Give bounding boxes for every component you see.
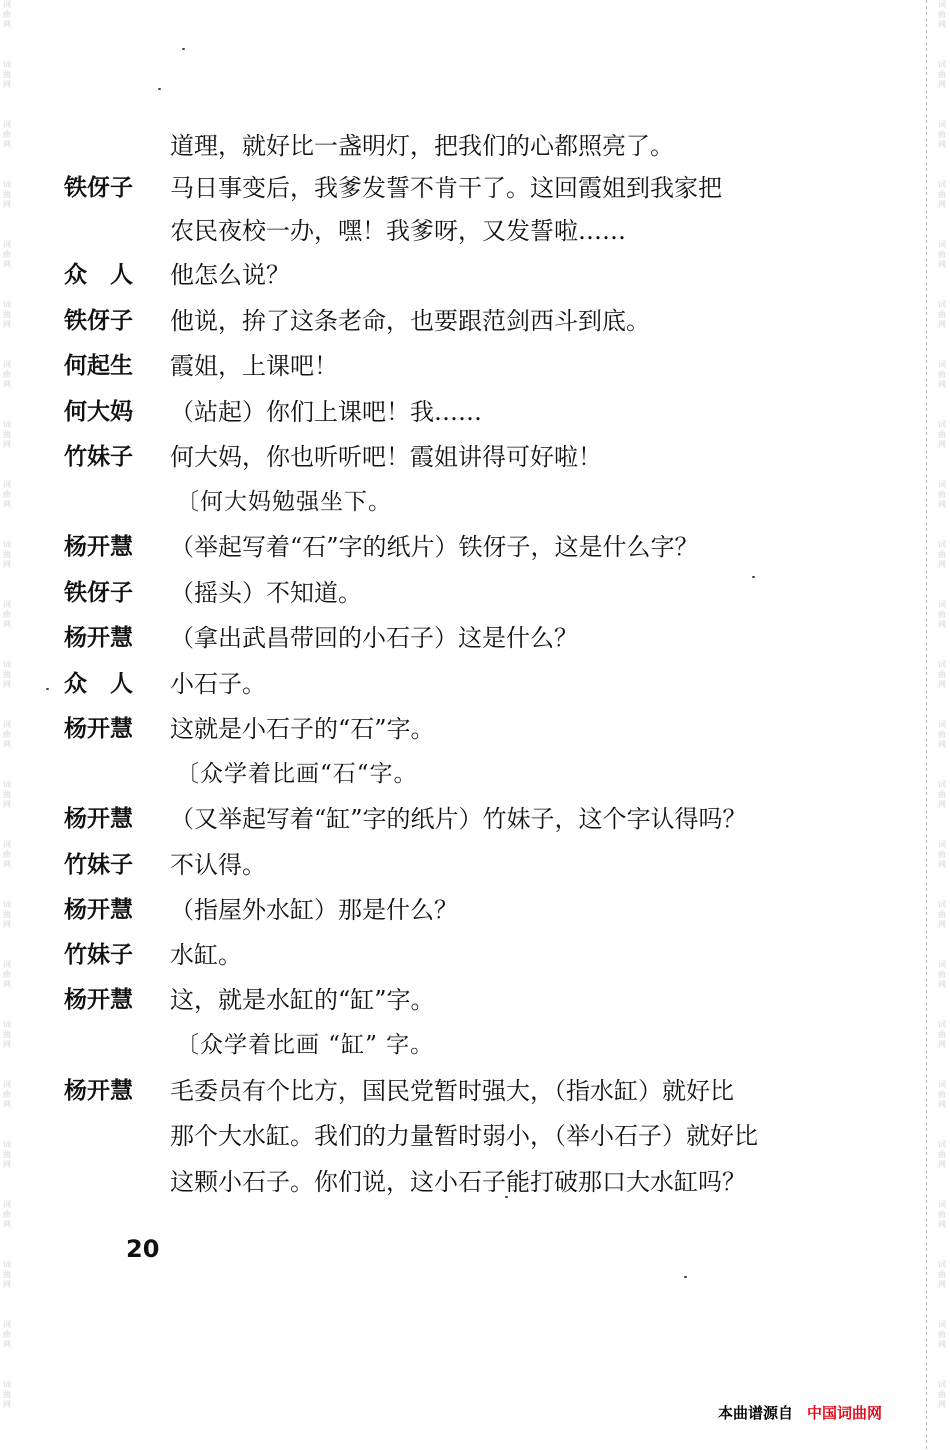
edge-watermark-glyph: 网 xyxy=(938,1100,946,1109)
edge-watermark-glyph: 曲 xyxy=(3,70,11,79)
edge-watermark-glyph: 词 xyxy=(3,0,11,9)
script-row xyxy=(0,754,920,794)
speaker-name: 众 人 xyxy=(64,671,133,697)
edge-watermark-glyph: 曲 xyxy=(3,790,11,799)
edge-watermark-glyph: 曲 xyxy=(938,130,946,139)
edge-watermark-glyph: 网 xyxy=(938,1400,946,1409)
edge-watermark-glyph: 曲 xyxy=(3,1030,11,1039)
script-row xyxy=(0,664,920,704)
edge-watermark-glyph: 词 xyxy=(938,720,946,729)
edge-watermark-glyph: 曲 xyxy=(3,490,11,499)
edge-watermark-glyph: 曲 xyxy=(3,1270,11,1279)
edge-watermark-glyph: 词 xyxy=(938,840,946,849)
edge-watermark-glyph: 网 xyxy=(3,500,11,509)
speaker-name: 竹妹子 xyxy=(64,942,133,968)
script-row xyxy=(0,573,920,613)
source-site-link[interactable]: 中国词曲网 xyxy=(807,1404,883,1422)
edge-watermark-glyph: 网 xyxy=(938,920,946,929)
edge-watermark-glyph: 词 xyxy=(3,1380,11,1389)
script-row xyxy=(0,1116,920,1156)
edge-watermark-glyph: 曲 xyxy=(938,670,946,679)
edge-watermark-glyph: 词 xyxy=(3,420,11,429)
edge-watermark-glyph: 曲 xyxy=(938,190,946,199)
edge-watermark-glyph: 曲 xyxy=(938,370,946,379)
edge-watermark-glyph: 网 xyxy=(3,20,11,29)
edge-watermark-glyph: 网 xyxy=(938,980,946,989)
edge-watermark-glyph: 曲 xyxy=(938,1270,946,1279)
speaker-name: 杨开慧 xyxy=(64,534,133,560)
edge-watermark-glyph: 词 xyxy=(938,1200,946,1209)
edge-watermark-glyph: 曲 xyxy=(938,910,946,919)
edge-watermark-glyph: 词 xyxy=(938,360,946,369)
script-row xyxy=(0,618,920,658)
edge-watermark-glyph: 词 xyxy=(3,960,11,969)
edge-watermark-glyph: 词 xyxy=(938,1260,946,1269)
script-row xyxy=(0,1162,920,1202)
edge-watermark-glyph: 网 xyxy=(938,80,946,89)
dialogue-text: 他说，拚了这条老命，也要跟范剑西斗到底。 xyxy=(170,307,650,335)
dialogue-text: 这颗小石子。你们说，这小石子能打破那口大水缸吗？ xyxy=(170,1168,746,1196)
edge-watermark-glyph: 词 xyxy=(938,1380,946,1389)
edge-watermark-glyph: 词 xyxy=(938,1320,946,1329)
edge-watermark-glyph: 网 xyxy=(938,560,946,569)
edge-watermark-glyph: 曲 xyxy=(938,1090,946,1099)
edge-watermark-glyph: 曲 xyxy=(3,1390,11,1399)
stage-direction: 〔众学着比画“石“字。 xyxy=(176,761,418,787)
edge-watermark-glyph: 网 xyxy=(3,200,11,209)
edge-watermark-glyph: 词 xyxy=(3,1140,11,1149)
edge-watermark-glyph: 词 xyxy=(3,660,11,669)
scan-speck xyxy=(158,88,161,90)
dialogue-text: 小石子。 xyxy=(170,670,266,698)
script-row xyxy=(0,799,920,839)
edge-watermark-glyph: 网 xyxy=(938,320,946,329)
dialogue-text: （举起写着“石”字的纸片）铁伢子，这是什么字？ xyxy=(170,533,699,561)
edge-watermark-glyph: 网 xyxy=(938,500,946,509)
speaker-name: 众 人 xyxy=(64,262,133,288)
script-row xyxy=(0,346,920,386)
edge-watermark-glyph: 网 xyxy=(3,800,11,809)
stage-direction: 〔何大妈勉强坐下。 xyxy=(176,489,392,515)
edge-watermark-glyph: 词 xyxy=(938,900,946,909)
edge-watermark-glyph: 网 xyxy=(3,1340,11,1349)
dialogue-text: 这就是小石子的“石”字。 xyxy=(170,715,435,743)
edge-watermark-glyph: 网 xyxy=(3,1040,11,1049)
edge-watermark-glyph: 网 xyxy=(938,380,946,389)
edge-watermark-glyph: 词 xyxy=(938,540,946,549)
edge-watermark-glyph: 网 xyxy=(3,860,11,869)
edge-watermark-glyph: 网 xyxy=(3,620,11,629)
edge-watermark-glyph: 词 xyxy=(3,540,11,549)
edge-watermark-glyph: 网 xyxy=(938,200,946,209)
scan-speck xyxy=(46,688,49,690)
edge-watermark-glyph: 曲 xyxy=(938,1390,946,1399)
edge-watermark-glyph: 曲 xyxy=(938,70,946,79)
edge-watermark-glyph: 曲 xyxy=(3,1330,11,1339)
edge-watermark-glyph: 曲 xyxy=(3,10,11,19)
edge-watermark-glyph: 曲 xyxy=(3,130,11,139)
edge-watermark-glyph: 词 xyxy=(938,180,946,189)
edge-watermark-glyph: 曲 xyxy=(3,1210,11,1219)
speaker-name: 竹妹子 xyxy=(64,852,133,878)
script-row xyxy=(0,709,920,749)
edge-watermark-glyph: 曲 xyxy=(938,250,946,259)
script-row xyxy=(0,527,920,567)
edge-watermark-glyph: 词 xyxy=(3,300,11,309)
edge-watermark-glyph: 词 xyxy=(938,300,946,309)
edge-watermark-glyph: 网 xyxy=(3,1100,11,1109)
speaker-name: 杨开慧 xyxy=(64,625,133,651)
edge-watermark-glyph: 网 xyxy=(938,260,946,269)
edge-watermark-glyph: 网 xyxy=(938,680,946,689)
edge-watermark-glyph: 词 xyxy=(938,480,946,489)
edge-watermark-glyph: 词 xyxy=(938,0,946,9)
edge-watermark-glyph: 词 xyxy=(938,1020,946,1029)
edge-watermark-glyph: 词 xyxy=(938,960,946,969)
edge-watermark-glyph: 曲 xyxy=(3,610,11,619)
script-row xyxy=(0,211,920,251)
edge-watermark-glyph: 词 xyxy=(3,60,11,69)
page-number: 20 xyxy=(126,1235,160,1263)
edge-watermark-glyph: 网 xyxy=(938,1280,946,1289)
edge-watermark-glyph: 网 xyxy=(3,1160,11,1169)
edge-watermark-glyph: 网 xyxy=(938,1160,946,1169)
edge-watermark-glyph: 网 xyxy=(3,1400,11,1409)
scan-speck xyxy=(182,48,185,50)
script-row xyxy=(0,255,920,295)
script-row xyxy=(0,437,920,477)
dialogue-text: 水缸。 xyxy=(170,941,242,969)
edge-watermark-glyph: 曲 xyxy=(3,850,11,859)
speaker-name: 杨开慧 xyxy=(64,716,133,742)
edge-watermark-glyph: 曲 xyxy=(3,970,11,979)
edge-watermark-glyph: 词 xyxy=(3,840,11,849)
edge-watermark-glyph: 曲 xyxy=(938,430,946,439)
dialogue-text: 农民夜校一办，嘿！我爹呀，又发誓啦…… xyxy=(170,217,626,245)
edge-watermark-glyph: 网 xyxy=(3,80,11,89)
edge-watermark-glyph: 曲 xyxy=(3,310,11,319)
dialogue-text: 何大妈，你也听听吧！霞姐讲得可好啦！ xyxy=(170,443,602,471)
edge-watermark-glyph: 词 xyxy=(938,120,946,129)
edge-watermark-glyph: 曲 xyxy=(938,1210,946,1219)
speaker-name: 铁伢子 xyxy=(64,580,133,606)
speaker-name: 杨开慧 xyxy=(64,897,133,923)
dialogue-text: 道理，就好比一盏明灯，把我们的心都照亮了。 xyxy=(170,132,674,160)
script-row xyxy=(0,126,920,166)
edge-watermark-glyph: 曲 xyxy=(938,850,946,859)
stage-direction: 〔众学着比画 “缸” 字。 xyxy=(176,1032,435,1058)
dialogue-text: 毛委员有个比方，国民党暂时强大，（指水缸）就好比 xyxy=(170,1077,734,1105)
edge-watermark-glyph: 曲 xyxy=(938,10,946,19)
edge-watermark-glyph: 词 xyxy=(3,600,11,609)
edge-watermark-glyph: 网 xyxy=(938,800,946,809)
edge-watermark-glyph: 曲 xyxy=(3,910,11,919)
edge-watermark-glyph: 词 xyxy=(3,480,11,489)
dialogue-text: 霞姐，上课吧！ xyxy=(170,352,338,380)
edge-watermark-glyph: 词 xyxy=(938,60,946,69)
scan-speck xyxy=(684,1276,687,1278)
edge-watermark-glyph: 网 xyxy=(938,20,946,29)
edge-watermark-glyph: 曲 xyxy=(938,1330,946,1339)
edge-watermark-glyph: 曲 xyxy=(938,550,946,559)
dialogue-text: （指屋外水缸）那是什么？ xyxy=(170,896,458,924)
edge-watermark-glyph: 网 xyxy=(938,440,946,449)
script-row xyxy=(0,168,920,208)
script-row xyxy=(0,301,920,341)
edge-watermark-glyph: 曲 xyxy=(3,1150,11,1159)
script-row xyxy=(0,980,920,1020)
edge-watermark-glyph: 曲 xyxy=(938,1030,946,1039)
edge-watermark-glyph: 词 xyxy=(938,1080,946,1089)
source-note xyxy=(718,1401,882,1425)
edge-watermark-glyph: 词 xyxy=(3,780,11,789)
edge-watermark-glyph: 词 xyxy=(3,1080,11,1089)
edge-watermark-glyph: 词 xyxy=(938,660,946,669)
edge-watermark-glyph: 词 xyxy=(3,1020,11,1029)
edge-watermark-glyph: 网 xyxy=(3,1220,11,1229)
edge-watermark-glyph: 词 xyxy=(938,420,946,429)
speaker-name: 杨开慧 xyxy=(64,806,133,832)
edge-watermark-glyph: 曲 xyxy=(3,1090,11,1099)
dialogue-text: 不认得。 xyxy=(170,851,266,879)
edge-watermark-glyph: 曲 xyxy=(938,1150,946,1159)
edge-watermark-glyph: 曲 xyxy=(938,790,946,799)
edge-watermark-glyph: 曲 xyxy=(3,190,11,199)
speaker-name: 杨开慧 xyxy=(64,987,133,1013)
edge-watermark-glyph: 网 xyxy=(938,1220,946,1229)
source-note-prefix: 本曲谱源自 xyxy=(718,1404,794,1422)
edge-watermark-glyph: 曲 xyxy=(3,250,11,259)
edge-watermark-glyph: 曲 xyxy=(938,730,946,739)
dialogue-text: （站起）你们上课吧！我…… xyxy=(170,398,482,426)
edge-watermark-glyph: 词 xyxy=(3,1260,11,1269)
edge-watermark-glyph: 网 xyxy=(3,140,11,149)
edge-watermark-glyph: 网 xyxy=(3,980,11,989)
edge-watermark-glyph: 网 xyxy=(3,680,11,689)
edge-watermark-glyph: 网 xyxy=(938,860,946,869)
speaker-name: 何起生 xyxy=(64,353,133,379)
script-row xyxy=(0,845,920,885)
edge-watermark-glyph: 网 xyxy=(3,1280,11,1289)
edge-watermark-glyph: 网 xyxy=(938,620,946,629)
edge-watermark-glyph: 网 xyxy=(3,440,11,449)
dialogue-text: 这，就是水缸的“缸”字。 xyxy=(170,986,435,1014)
dialogue-text: 那个大水缸。我们的力量暂时弱小，（举小石子）就好比 xyxy=(170,1122,758,1150)
edge-watermark-glyph: 网 xyxy=(3,380,11,389)
edge-watermark-glyph: 曲 xyxy=(938,490,946,499)
speaker-name: 铁伢子 xyxy=(64,175,133,201)
edge-watermark-glyph: 网 xyxy=(938,740,946,749)
edge-watermark-glyph: 网 xyxy=(3,740,11,749)
edge-watermark-glyph: 词 xyxy=(938,240,946,249)
dialogue-text: 马日事变后，我爹发誓不肯干了。这回霞姐到我家把 xyxy=(170,174,722,202)
edge-watermark-glyph: 词 xyxy=(938,780,946,789)
edge-watermark-glyph: 词 xyxy=(3,360,11,369)
edge-watermark-glyph: 曲 xyxy=(3,670,11,679)
speaker-name: 何大妈 xyxy=(64,399,133,425)
edge-watermark-glyph: 网 xyxy=(3,560,11,569)
edge-watermark-glyph: 曲 xyxy=(3,430,11,439)
edge-watermark-glyph: 网 xyxy=(3,920,11,929)
dialogue-text: （摇头）不知道。 xyxy=(170,579,362,607)
edge-watermark-glyph: 网 xyxy=(3,320,11,329)
dialogue-text: （拿出武昌带回的小石子）这是什么？ xyxy=(170,624,578,652)
speaker-name: 杨开慧 xyxy=(64,1078,133,1104)
edge-watermark-glyph: 词 xyxy=(3,1200,11,1209)
edge-watermark-glyph: 词 xyxy=(3,900,11,909)
edge-watermark-glyph: 网 xyxy=(3,260,11,269)
dialogue-text: （又举起写着“缸”字的纸片）竹妹子，这个字认得吗？ xyxy=(170,805,747,833)
edge-watermark-glyph: 网 xyxy=(938,1340,946,1349)
edge-watermark-glyph: 词 xyxy=(3,120,11,129)
script-row xyxy=(0,392,920,432)
edge-watermark-glyph: 曲 xyxy=(3,730,11,739)
edge-watermark-glyph: 曲 xyxy=(938,970,946,979)
edge-watermark-glyph: 曲 xyxy=(3,370,11,379)
edge-watermark-glyph: 词 xyxy=(3,720,11,729)
scan-speck xyxy=(752,576,755,578)
script-row xyxy=(0,935,920,975)
edge-watermark-glyph: 词 xyxy=(3,240,11,249)
edge-watermark-glyph: 词 xyxy=(938,1140,946,1149)
dialogue-text: 他怎么说？ xyxy=(170,261,290,289)
scan-speck xyxy=(505,1196,508,1198)
edge-watermark-glyph: 网 xyxy=(938,140,946,149)
edge-watermark-glyph: 曲 xyxy=(3,550,11,559)
edge-watermark-glyph: 词 xyxy=(3,180,11,189)
speaker-name: 竹妹子 xyxy=(64,444,133,470)
edge-watermark-glyph: 词 xyxy=(938,600,946,609)
speaker-name: 铁伢子 xyxy=(64,308,133,334)
edge-watermark-glyph: 网 xyxy=(938,1040,946,1049)
script-row xyxy=(0,1025,920,1065)
edge-watermark-glyph: 曲 xyxy=(938,610,946,619)
edge-watermark-glyph: 曲 xyxy=(938,310,946,319)
script-row xyxy=(0,482,920,522)
script-row xyxy=(0,890,920,930)
edge-watermark-glyph: 词 xyxy=(3,1320,11,1329)
script-row xyxy=(0,1071,920,1111)
